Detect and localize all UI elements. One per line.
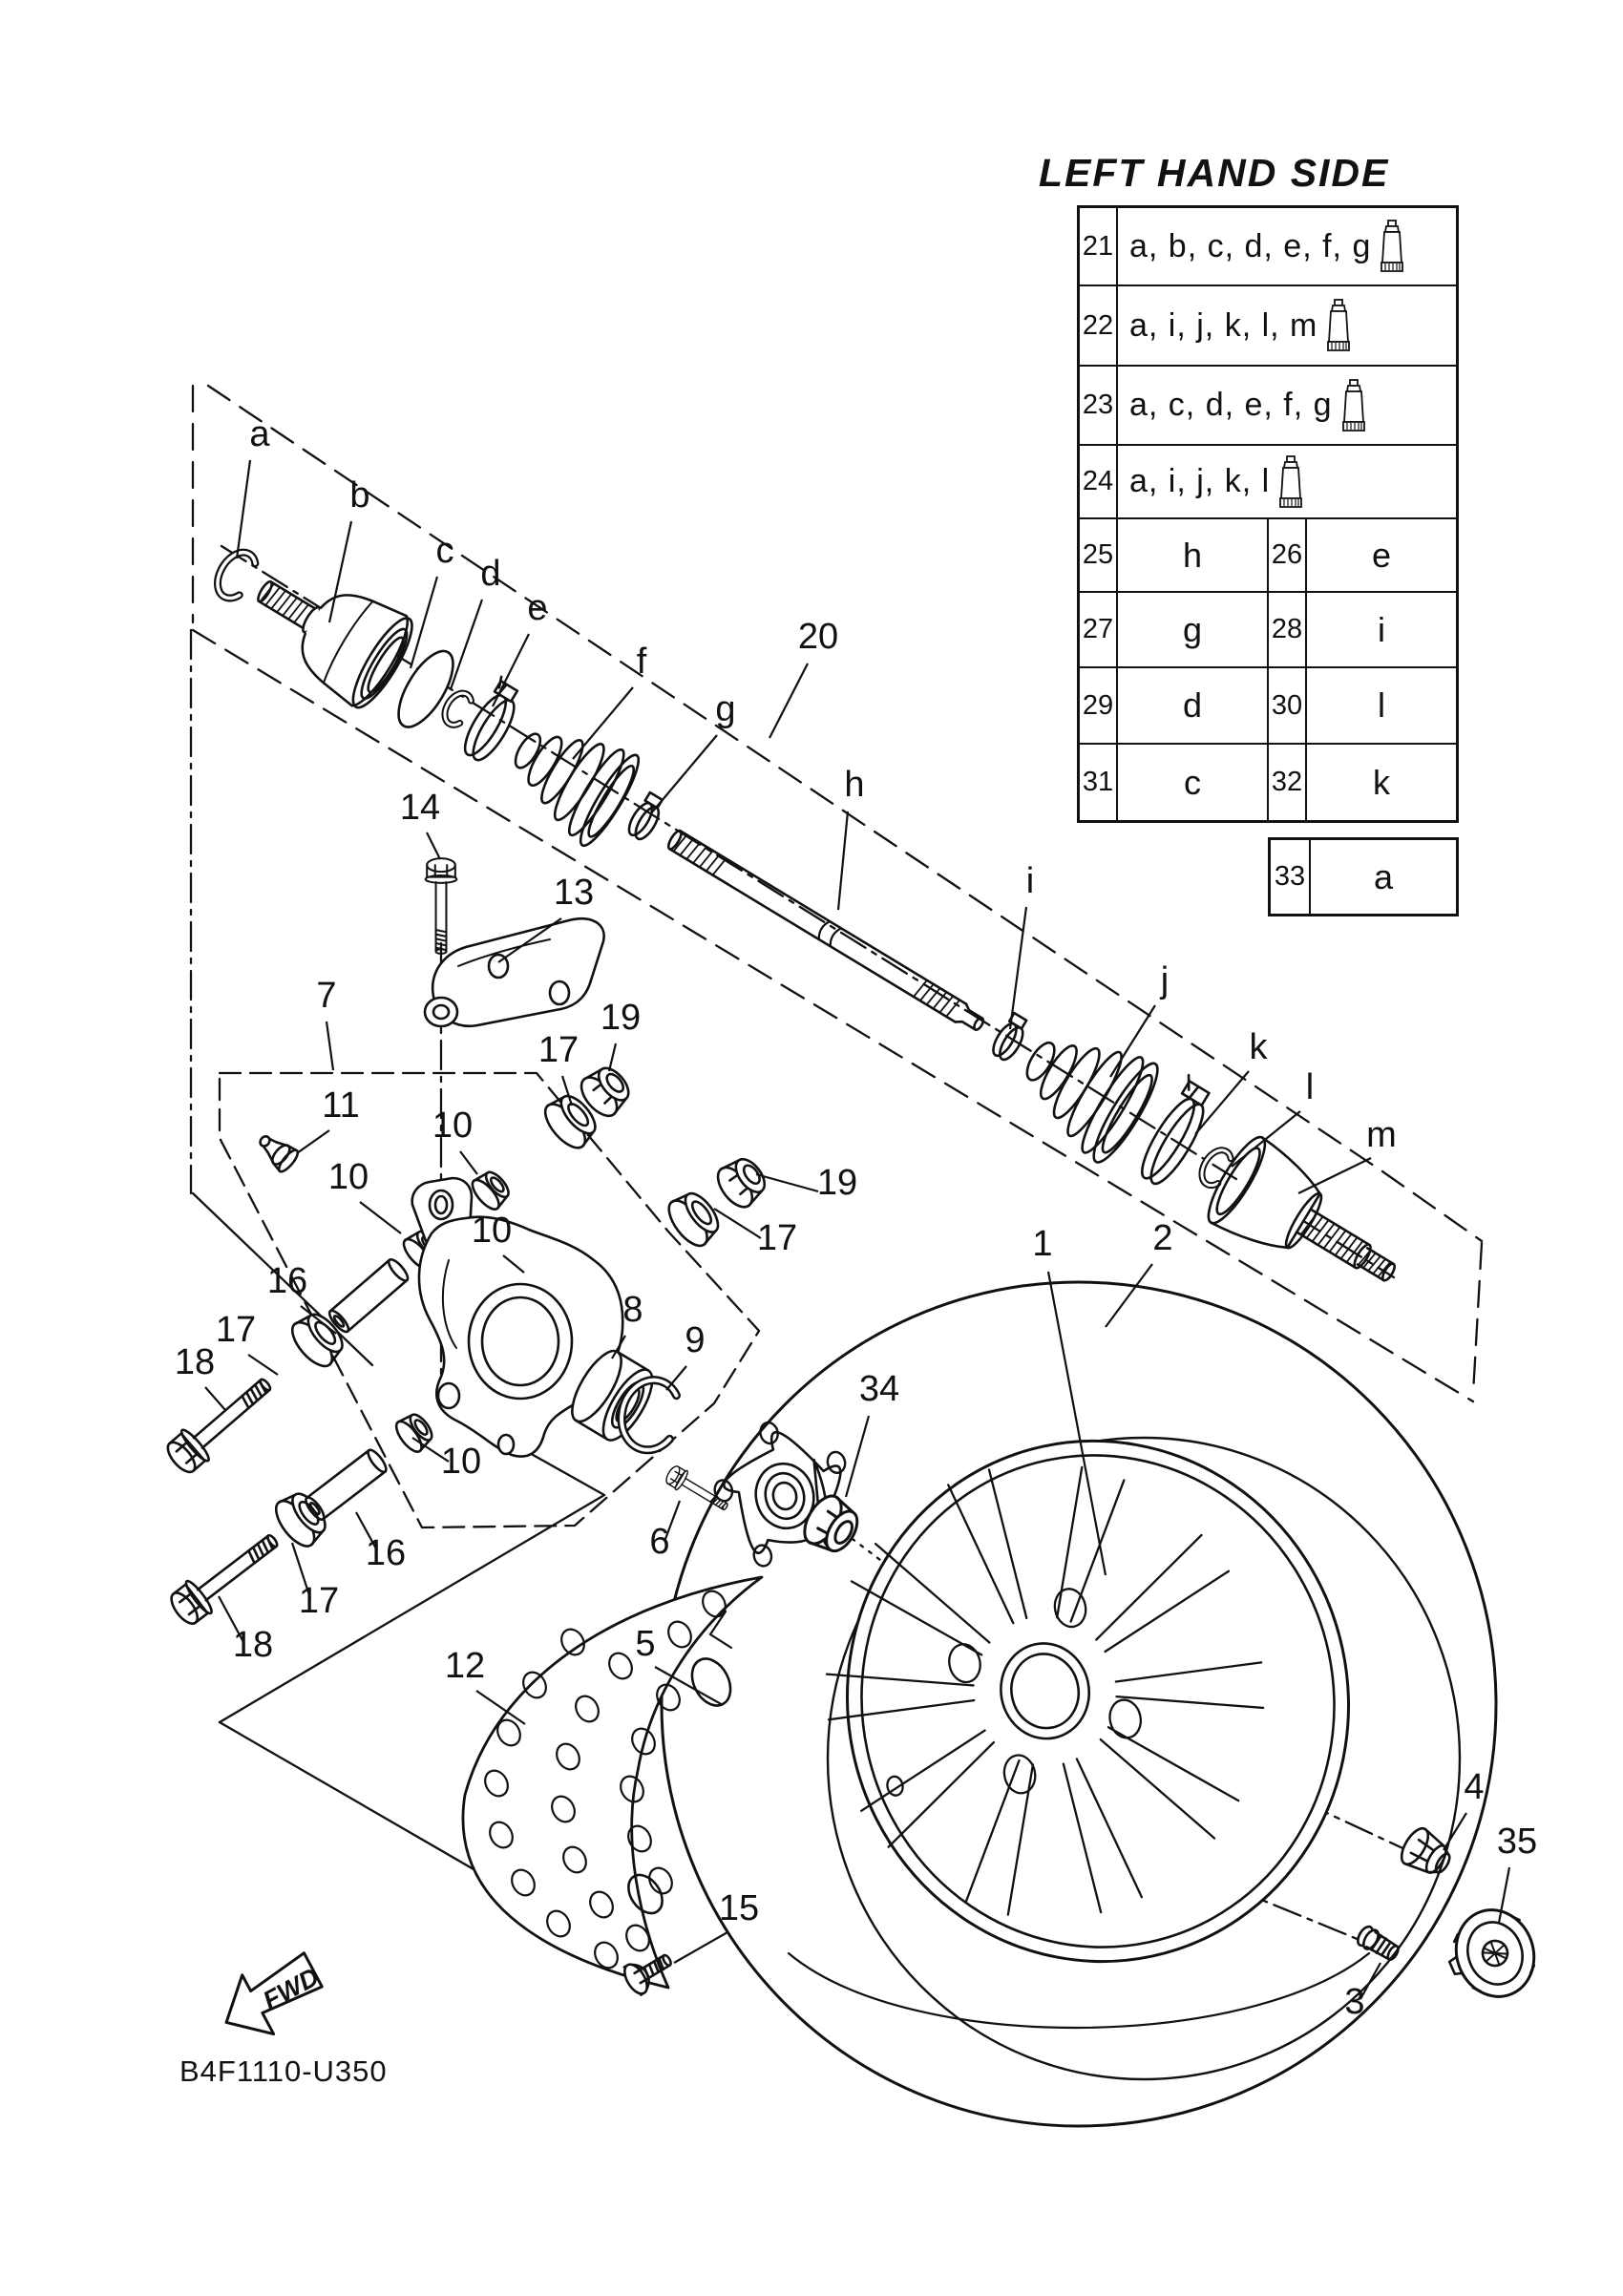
- callout-label: 6: [649, 1522, 670, 1562]
- callout-34: [846, 1369, 899, 1497]
- callout-k: [1195, 1027, 1269, 1134]
- row-ref: l: [1378, 685, 1385, 725]
- row-number: 33: [1271, 840, 1311, 914]
- row-number: 28: [1267, 593, 1307, 666]
- callout-label: m: [1366, 1115, 1397, 1155]
- callout-f: [573, 642, 647, 759]
- row-number: 27: [1080, 593, 1118, 666]
- callout-19: [601, 998, 641, 1071]
- callout-label: 18: [232, 1625, 274, 1665]
- application-table: [1077, 205, 1459, 823]
- callout-label: 34: [858, 1369, 900, 1409]
- row-ref: c: [1184, 762, 1201, 802]
- callout-i: [1010, 861, 1034, 1029]
- callout-h: [838, 765, 865, 910]
- spline-tick: [1318, 1222, 1335, 1247]
- spline-tick: [288, 600, 303, 621]
- flange-bolt-18: [165, 1524, 286, 1630]
- callout-10: [412, 1438, 481, 1482]
- callout-10: [432, 1106, 477, 1174]
- callout-17: [714, 1209, 797, 1258]
- callout-j: [1110, 960, 1169, 1077]
- grease-fitting-11: [253, 1128, 301, 1174]
- callout-label: 2: [1152, 1218, 1173, 1258]
- spline-tick: [1313, 1218, 1329, 1243]
- inner-cv-joint-b: [235, 545, 422, 716]
- callout-label: 10: [471, 1211, 513, 1251]
- callout-label: b: [349, 475, 370, 516]
- row-number: 21: [1080, 208, 1118, 284]
- callout-label: 13: [553, 873, 595, 913]
- table-row-25-26: [1080, 519, 1456, 593]
- callout-label: 16: [266, 1261, 308, 1301]
- leader-line: [360, 1202, 401, 1233]
- leader-line: [714, 1209, 761, 1238]
- dashed-box-right-edge: [1473, 1243, 1482, 1394]
- callout-label: 19: [816, 1163, 858, 1203]
- spline-tick: [1340, 1236, 1357, 1261]
- callout-label: 10: [440, 1442, 482, 1482]
- callout-label: 8: [622, 1290, 643, 1330]
- callout-label: k: [1249, 1027, 1268, 1067]
- hub-bolt-6: [664, 1464, 732, 1517]
- callout-label: 12: [444, 1646, 486, 1686]
- spline-tick: [271, 589, 285, 610]
- leader-line: [205, 1387, 225, 1410]
- brake-hose-bracket-13: [425, 918, 604, 1026]
- callout-19: [756, 1163, 857, 1203]
- callout-20: [769, 617, 838, 738]
- table-row-22: [1080, 286, 1456, 367]
- callout-17: [538, 1030, 579, 1106]
- leader-line: [1298, 1158, 1371, 1193]
- row-ref: g: [1182, 609, 1203, 649]
- table-row-24: [1080, 446, 1456, 519]
- table-row-21: [1080, 208, 1456, 286]
- callout-label: g: [715, 689, 736, 729]
- callout-label: 15: [718, 1888, 760, 1928]
- callout-6: [649, 1501, 680, 1562]
- callout-label: 17: [215, 1310, 257, 1350]
- row-ref: e: [1371, 535, 1392, 575]
- leader-line: [666, 1366, 686, 1390]
- callout-label: 11: [322, 1085, 360, 1126]
- callout-label: f: [636, 642, 647, 682]
- page-title: LEFT HAND SIDE: [1039, 151, 1390, 195]
- leader-line: [1106, 1264, 1152, 1327]
- disc-guard-12: [463, 1577, 762, 1988]
- callout-label: 18: [174, 1342, 216, 1382]
- leader-line: [248, 1355, 278, 1375]
- callout-label: h: [844, 765, 865, 805]
- callout-label: j: [1160, 960, 1170, 1001]
- callout-label: 19: [600, 998, 642, 1038]
- callout-m: [1298, 1115, 1397, 1193]
- glue-tube-icon: [1279, 455, 1302, 509]
- callout-7: [316, 976, 336, 1070]
- leader-line: [460, 1151, 477, 1174]
- row-refs: a, b, c, d, e, f, g: [1129, 227, 1372, 264]
- callout-label: 7: [316, 976, 337, 1016]
- callout-label: 5: [635, 1624, 656, 1664]
- row-number: 25: [1080, 519, 1118, 591]
- callout-label: 35: [1496, 1822, 1538, 1862]
- leader-line: [674, 1932, 727, 1963]
- leader-line: [846, 1416, 869, 1497]
- callout-label: l: [1305, 1067, 1315, 1107]
- callout-label: 17: [537, 1030, 580, 1070]
- spline-tick: [277, 593, 291, 614]
- spline-tick: [1329, 1229, 1345, 1253]
- callout-14: [400, 788, 440, 859]
- flange-nut-19: [711, 1151, 772, 1213]
- callout-label: d: [480, 554, 501, 594]
- row-number: 32: [1267, 745, 1307, 820]
- callout-label: e: [527, 588, 548, 628]
- callout-label: 17: [298, 1581, 340, 1621]
- glue-tube-icon: [1342, 379, 1365, 432]
- spline-tick: [1335, 1232, 1351, 1257]
- diagram-code: B4F1110-U350: [179, 2054, 388, 2088]
- callout-d: [451, 554, 501, 689]
- lug-nut-4: [1397, 1824, 1458, 1883]
- table-row-27-28: [1080, 593, 1456, 668]
- row-ref: a: [1373, 856, 1394, 896]
- callout-e: [493, 588, 548, 706]
- spline-tick: [1324, 1226, 1340, 1251]
- row-number: 29: [1080, 668, 1118, 743]
- table-row-23: [1080, 367, 1456, 446]
- fwd-arrow-label: FWD: [258, 1962, 324, 2015]
- guard-hole: [644, 1864, 676, 1897]
- leader-line: [838, 811, 848, 910]
- row-number: 23: [1080, 367, 1118, 444]
- center-cap-35: [1437, 1899, 1546, 2011]
- callout-10: [328, 1157, 401, 1233]
- row-number: 26: [1267, 519, 1307, 591]
- callout-2: [1106, 1218, 1173, 1327]
- row-refs: a, c, d, e, f, g: [1129, 387, 1333, 423]
- row-number: 24: [1080, 446, 1118, 517]
- callout-label: 9: [685, 1320, 706, 1360]
- leader-line: [427, 832, 440, 859]
- row-refs: a, i, j, k, l: [1129, 463, 1271, 499]
- callout-18: [219, 1596, 273, 1665]
- callout-label: 1: [1032, 1224, 1053, 1264]
- cv-boot-j: [1002, 1007, 1167, 1169]
- row-ref: h: [1182, 535, 1203, 575]
- callout-9: [666, 1320, 706, 1390]
- callout-label: 4: [1464, 1767, 1485, 1807]
- callout-16: [356, 1512, 406, 1573]
- pivot-collar-16: [327, 1256, 411, 1334]
- thrust-seal-17: [662, 1185, 726, 1252]
- row-number: 31: [1080, 745, 1118, 820]
- callout-15: [674, 1888, 759, 1963]
- callout-17: [216, 1310, 278, 1375]
- cv-boot-f: [494, 702, 646, 852]
- callout-label: a: [249, 414, 270, 454]
- callout-label: 14: [399, 788, 441, 828]
- leader-line: [451, 600, 482, 689]
- flange-bolt-18: [161, 1368, 280, 1478]
- row-number: 22: [1080, 286, 1118, 365]
- glue-tube-icon: [1381, 220, 1403, 273]
- callout-label: 3: [1344, 1982, 1365, 2022]
- spline-tick: [260, 582, 274, 603]
- callout-17: [292, 1543, 339, 1621]
- callout-18: [175, 1342, 225, 1410]
- row-ref: d: [1182, 685, 1203, 725]
- leader-line: [769, 664, 808, 738]
- callout-11: [297, 1085, 360, 1153]
- callout-g: [651, 689, 736, 813]
- leader-line: [1010, 907, 1026, 1029]
- boot-band-k: [1131, 1075, 1221, 1190]
- wheel-hub-34: [664, 1406, 866, 1573]
- glue-tube-icon: [1327, 299, 1350, 352]
- bracket-bolt-14: [426, 858, 457, 954]
- callout-label: 10: [432, 1106, 474, 1146]
- row-number: 30: [1267, 668, 1307, 743]
- callout-label: 10: [327, 1157, 369, 1197]
- dashed-box-corner: [1382, 1171, 1482, 1241]
- leader-line: [651, 735, 717, 813]
- leader-line: [327, 1022, 333, 1070]
- callout-label: 20: [797, 617, 839, 657]
- callout-c: [411, 531, 454, 668]
- callout-35: [1497, 1822, 1537, 1923]
- leader-line: [297, 1130, 329, 1153]
- callout-label: 16: [365, 1533, 407, 1573]
- callout-a: [237, 414, 270, 558]
- callout-3: [1344, 1963, 1381, 2022]
- leader-line: [237, 460, 250, 558]
- callout-label: c: [435, 531, 454, 571]
- table-row-33: [1268, 837, 1459, 916]
- leader-line: [609, 1043, 616, 1071]
- row-ref: k: [1373, 762, 1390, 802]
- circlip-a: [210, 546, 261, 603]
- table-row-29-30: [1080, 668, 1456, 745]
- row-refs: a, i, j, k, l, m: [1129, 306, 1318, 344]
- table-row-31-32: [1080, 745, 1456, 820]
- row-ref: i: [1378, 609, 1385, 649]
- spline-tick: [283, 596, 297, 617]
- bushing-10: [468, 1167, 514, 1213]
- callout-label: i: [1025, 861, 1035, 901]
- boot-clamp-g: [624, 791, 667, 842]
- callout-label: 17: [756, 1218, 798, 1258]
